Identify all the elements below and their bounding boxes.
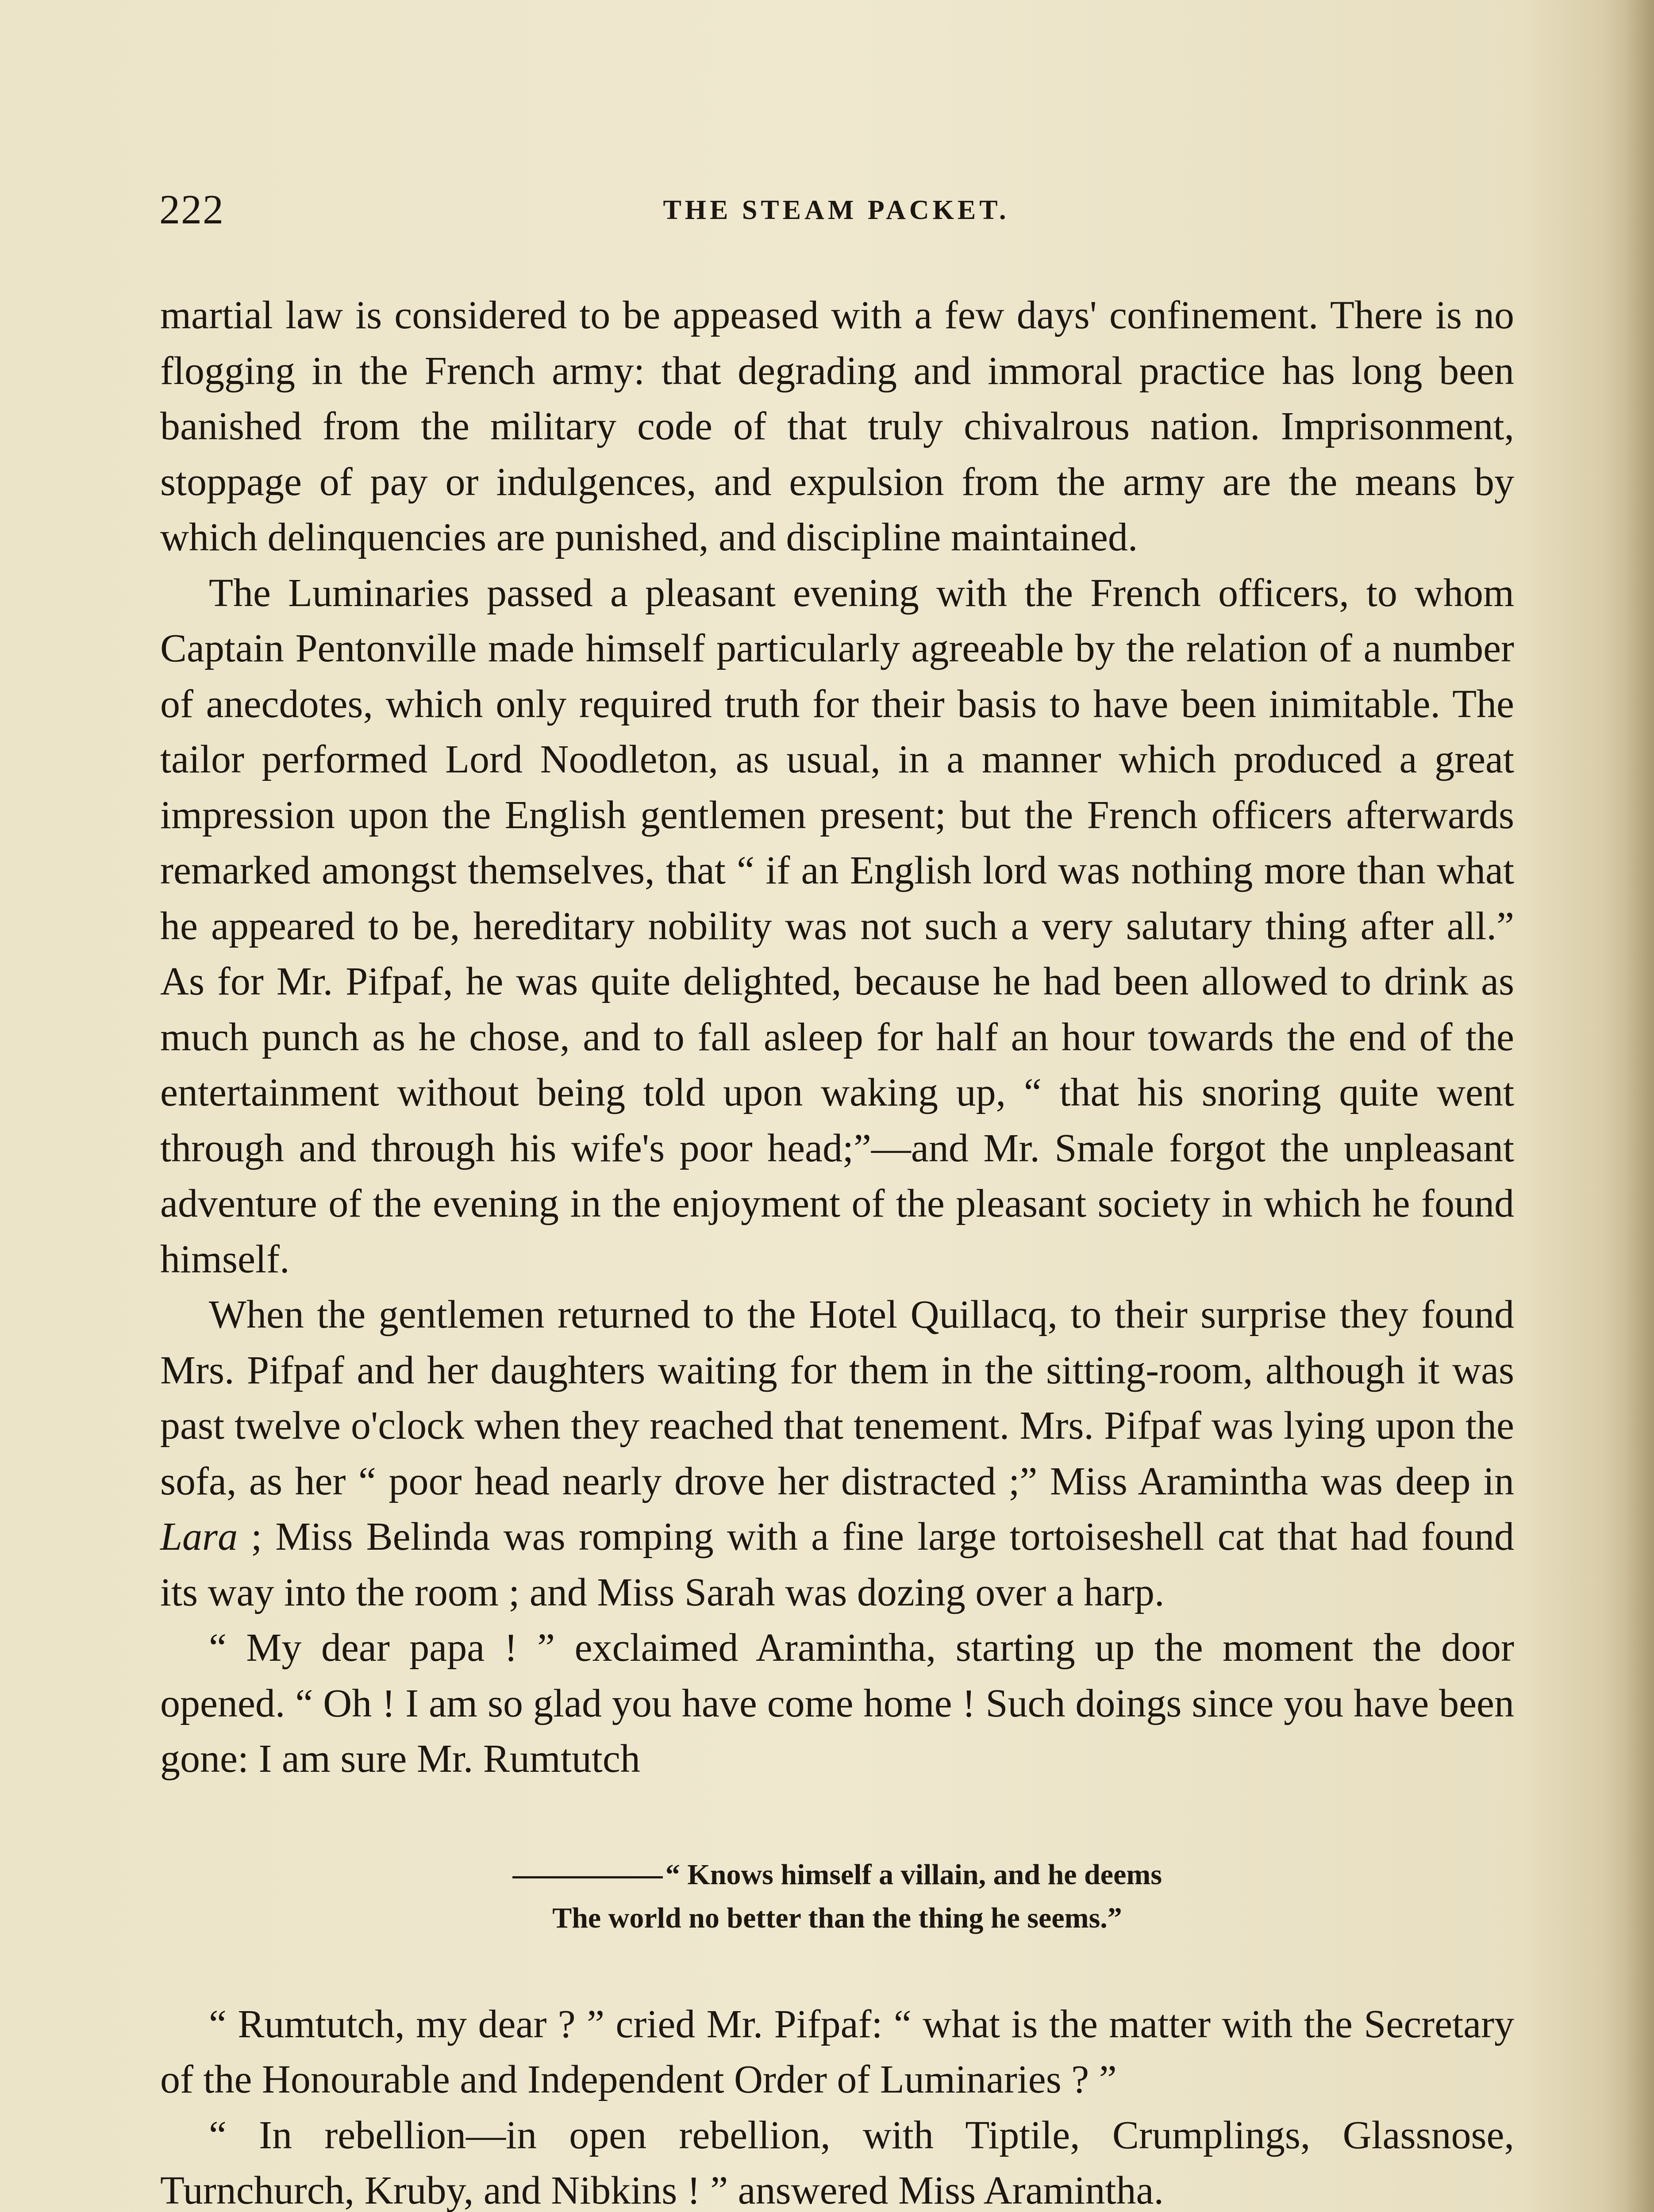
page-number: 222 [159,187,224,233]
page-header [159,186,1513,239]
body-text [160,288,1514,2212]
page-edge-shadow [1623,0,1654,2212]
paragraph-rebellion: “ In rebellion—in open rebellion, with Tiptile, Crumplings, Glassnose, Turnchurch, Kruby, and Nibkins ! ” answered Miss Aramintha. [160,2113,1514,2212]
verse-quotation [160,1853,1514,1940]
paragraph-continuation: martial law is considered to be appeased with a few days' confinement. There is no flogging in the French army: that degrading and immoral practice has long been banished from the military code of that truly chivalrous nation. Imprisonment, stoppage of pay or indulgences, and expulsion from the army are the means by which delinquencies are punished, and discipline maintained. [160,293,1514,559]
paragraph-hotel [160,1287,1514,1620]
paragraph-hotel-text-end: ; Miss Belinda was romping with a fine large tortoiseshell cat that had found its way into the room ; and Miss Sarah was dozing over a harp. [160,1515,1514,1614]
verse-line-2: The world no better than the thing he seems.” [552,1901,1122,1934]
book-title-lara: Lara [160,1515,238,1559]
paragraph-luminaries: The Luminaries passed a pleasant evening with the French officers, to whom Captain Pentonville made himself particularly agreeable by the relation of a number of anecdotes, which only required truth for their basis to have been inimitable. The tailor performed Lord Noodleton, as usual, in a manner which produced a great impression upon the English gentlemen present; but the French officers afterwards remarked amongst themselves, that “ if an English lord was nothing more than what he appeared to be, hereditary nobility was not such a very salutary thing after all.” As for Mr. Pifpaf, he was quite delighted, because he had been allowed to drink as much punch as he chose, and to fall asleep for half an hour towards the end of the entertainment without being told upon waking up, “ that his snoring quite went through and through his wife's poor head;”—and Mr. Smale forgot the unpleasant adventure of the evening in the enjoyment of the pleasant society in which he found himself. [160,571,1514,1281]
paragraph-rumtutch: “ Rumtutch, my dear ? ” cried Mr. Pifpaf: “ what is the matter with the Secretary of the Honourable and Independent Order of Luminaries ? ” [160,2002,1514,2101]
paragraph-aramintha: “ My dear papa ! ” exclaimed Aramintha, starting up the moment the door opened. “ Oh ! I am so glad you have come home ! Such doings since you have been gone: I am sure Mr. Rumtutch [160,1626,1514,1781]
paragraph-hotel-text: When the gentlemen returned to the Hotel Quillacq, to their surprise they found Mrs. Pifpaf and her daughters waiting for them in the sitting-room, although it was past twelve o'clock when they reached that tenement. Mrs. Pifpaf was lying upon the sofa, as her “ poor head nearly drove her distracted ;” Miss Aramintha was deep in [160,1293,1514,1503]
quote-dash [512,1876,663,1878]
verse-line-1: “ Knows himself a villain, and he deems [160,1853,1514,1897]
running-title: THE STEAM PACKET. [663,195,1010,225]
